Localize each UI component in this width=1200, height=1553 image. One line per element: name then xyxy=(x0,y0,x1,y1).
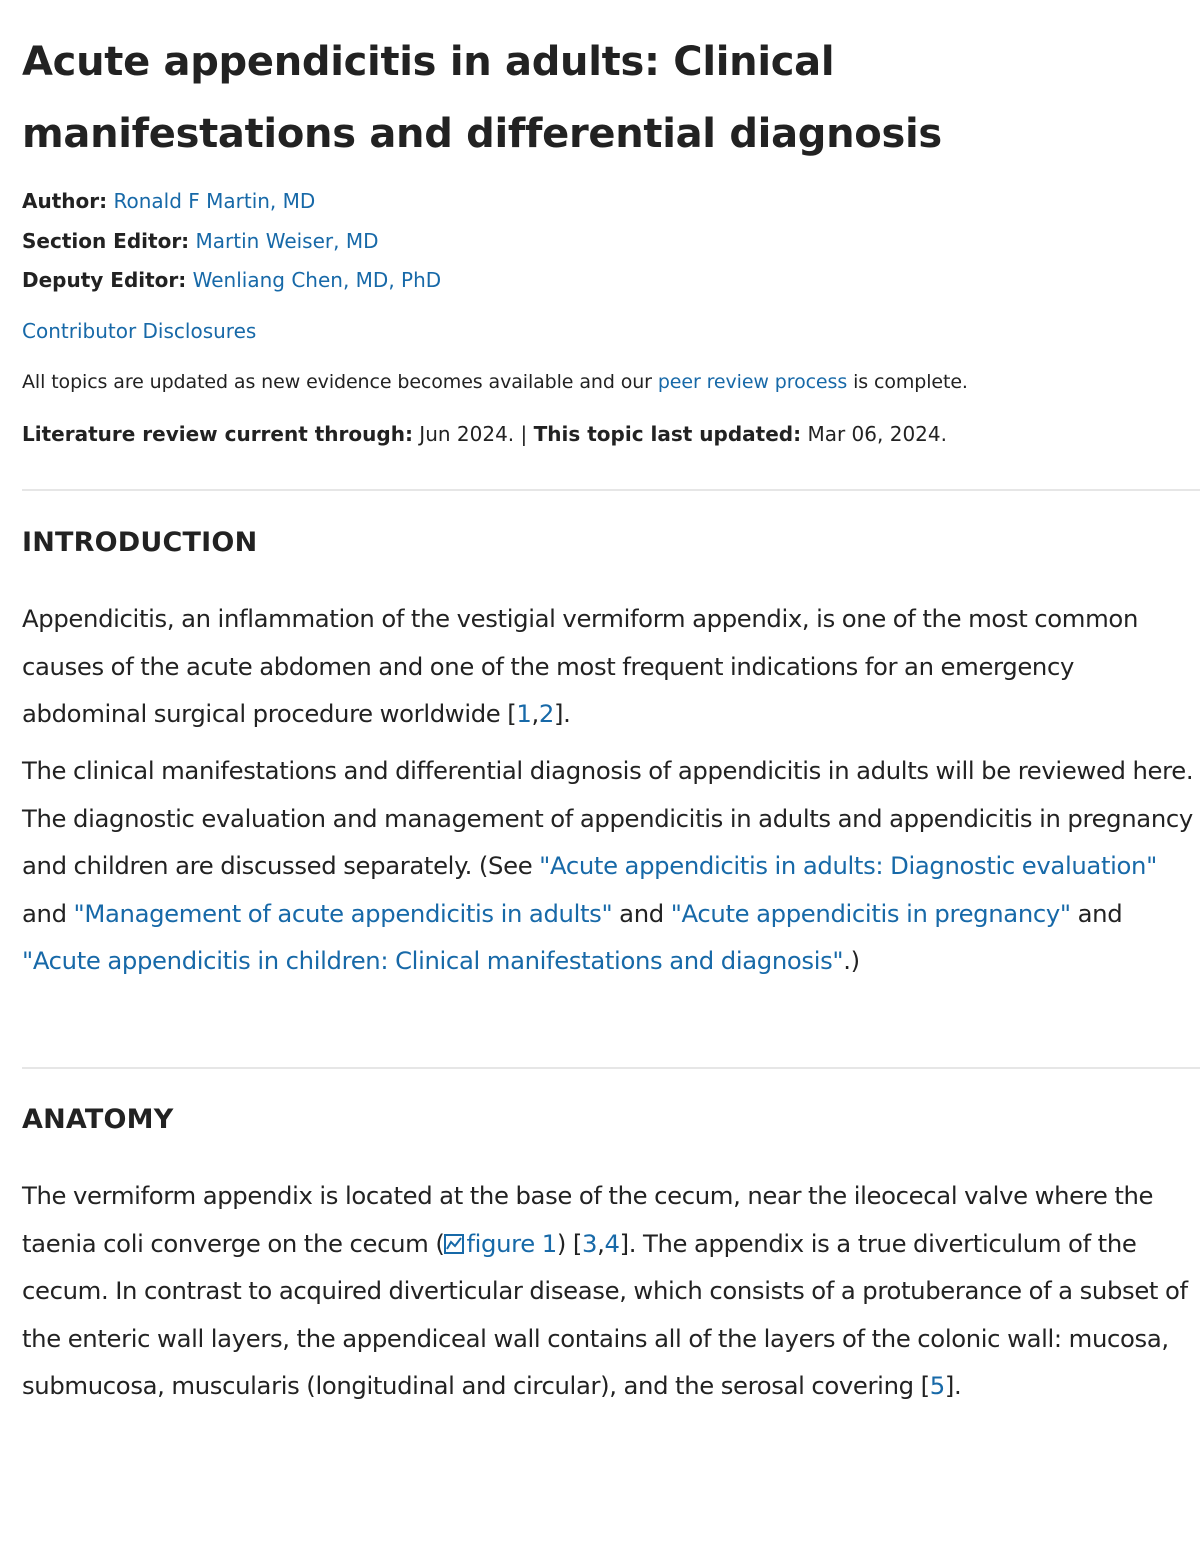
link-appendicitis-children[interactable]: "Acute appendicitis in children: Clinical manifestations and diagnosis" xyxy=(22,946,844,975)
figure-1-link[interactable] xyxy=(444,1229,556,1258)
reference-link-3[interactable]: 3 xyxy=(582,1228,598,1258)
intro-p2-end: .) xyxy=(843,946,860,975)
anatomy-heading: ANATOMY xyxy=(22,1104,174,1135)
ref-comma: , xyxy=(597,1228,605,1258)
and-text: and xyxy=(22,898,74,928)
date-separator: | xyxy=(514,422,534,446)
introduction-heading: INTRODUCTION xyxy=(22,527,258,558)
ref-comma: , xyxy=(531,699,539,728)
introduction-paragraph-1 xyxy=(22,595,1194,738)
disclosures-line xyxy=(22,317,256,345)
deputy-editor-link[interactable]: Wenliang Chen, MD, PhD xyxy=(192,268,442,292)
author-link[interactable]: Ronald F Martin, MD xyxy=(113,189,316,213)
link-diagnostic-evaluation[interactable]: "Acute appendicitis in adults: Diagnostic evaluation" xyxy=(539,851,1157,880)
introduction-paragraph-2 xyxy=(22,747,1194,985)
update-notice xyxy=(22,368,968,396)
intro-p1-text: Appendicitis, an inflammation of the vestigial vermiform appendix, is one of the most common causes of the acute abdomen and one of the most frequent indications for an emergency abdominal surgical procedure worldwide [ xyxy=(22,604,1138,728)
peer-review-link[interactable]: peer review process xyxy=(657,371,848,393)
last-updated-date: Mar 06, 2024. xyxy=(801,422,947,446)
page-title: Acute appendicitis in adults: Clinical manifestations and differential diagnosis xyxy=(22,39,942,157)
deputy-editor-line xyxy=(22,266,441,294)
review-dates xyxy=(22,420,947,448)
section-editor-link[interactable]: Martin Weiser, MD xyxy=(195,229,379,253)
link-management-appendicitis[interactable]: "Management of acute appendicitis in adults" xyxy=(73,898,613,928)
figure-1-label: figure 1 xyxy=(466,1228,557,1258)
reference-link-5[interactable]: 5 xyxy=(929,1371,945,1400)
reference-link-4[interactable]: 4 xyxy=(604,1228,620,1258)
section-editor-line xyxy=(22,227,379,255)
graph-figure-icon xyxy=(444,1234,464,1254)
anatomy-p1-text-2: ) [ xyxy=(556,1228,583,1258)
anatomy-p1-end: ]. xyxy=(944,1371,962,1400)
deputy-editor-label: Deputy Editor: xyxy=(22,268,187,292)
anatomy-p1-text-3: ]. The appendix is a true diverticulum of the cecum. In contrast to acquired diverticular disease, which consists of a protuberance of a subset of the enteric wall layers, the appendiceal wall contains all of the layers of the colonic wall: mucosa, submucosa, muscularis (longitudinal and circular), and the serosal covering [ xyxy=(22,1228,1188,1400)
and-text: and xyxy=(1070,898,1123,928)
author-line xyxy=(22,187,315,215)
reference-link-2[interactable]: 2 xyxy=(538,699,554,728)
last-updated-label: This topic last updated: xyxy=(533,422,802,446)
section-divider xyxy=(22,489,1200,491)
reference-link-1[interactable]: 1 xyxy=(516,699,532,728)
section-divider xyxy=(22,1067,1200,1069)
literature-review-label: Literature review current through: xyxy=(22,422,413,446)
anatomy-paragraph-1 xyxy=(22,1172,1194,1410)
update-notice-text: All topics are updated as new evidence becomes available and our xyxy=(22,371,658,393)
and-text: and xyxy=(612,898,671,928)
section-editor-label: Section Editor: xyxy=(22,229,190,253)
literature-review-date: Jun 2024. xyxy=(412,422,515,446)
intro-p2-text: The clinical manifestations and differential diagnosis of appendicitis in adults will be reviewed here. The diagnostic evaluation and management of appendicitis in adults and appendicitis in pregnancy and children are discussed separately. (See xyxy=(22,756,1194,880)
update-notice-end: is complete. xyxy=(847,371,968,393)
anatomy-p1-text: The vermiform appendix is located at the base of the cecum, near the ileocecal valve where the taenia coli converge on the cecum ( xyxy=(22,1181,1154,1258)
contributor-disclosures-link[interactable]: Contributor Disclosures xyxy=(22,319,257,343)
author-label: Author: xyxy=(22,189,108,213)
intro-p1-end: ]. xyxy=(553,699,571,728)
link-appendicitis-pregnancy[interactable]: "Acute appendicitis in pregnancy" xyxy=(670,898,1071,928)
